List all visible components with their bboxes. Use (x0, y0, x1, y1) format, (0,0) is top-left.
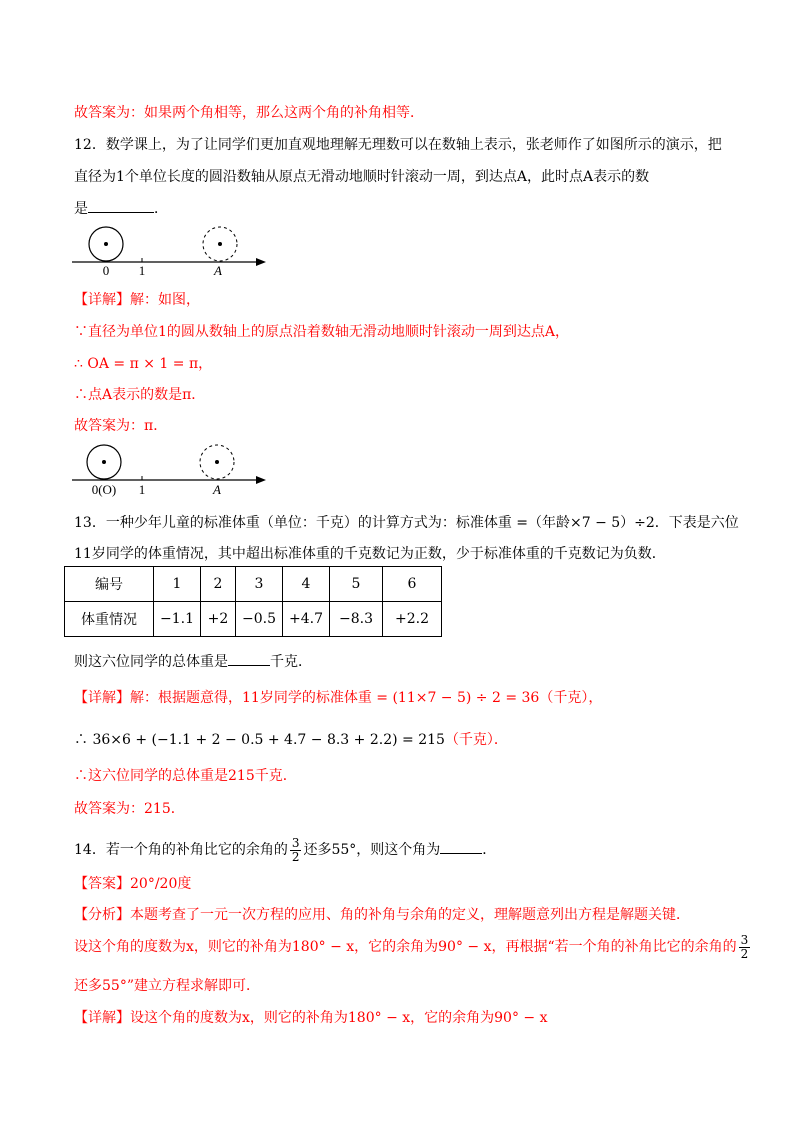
q14-analysis-line3-text: 设这个角的度数为x，则它的补角为180° − x，它的余角为90° − x，再根据“若一个角的补角比它的余角的 (74, 939, 737, 955)
table-cell: +2.2 (383, 602, 442, 637)
q12-stem-line2: 直径为1个单位长度的圆沿数轴从原点无滑动地顺时针滚动一周，到达点A，此时点A表示的数 (74, 169, 650, 185)
table-cell: −0.5 (236, 602, 283, 637)
q13-calc-unit: （千克）． (444, 732, 508, 748)
q13-answer: 故答案为：215． (74, 801, 185, 817)
answer-blank (228, 651, 270, 666)
frac-den: 2 (740, 946, 749, 961)
fraction-three-halves (290, 837, 302, 864)
q14-analysis-line4: 还多55°”建立方程求解即可． (74, 978, 260, 994)
label-one: 1 (138, 482, 146, 497)
start-circle-center-dot (102, 460, 106, 464)
q12-detail-text: 解：如图， (130, 292, 200, 308)
q13-calc: ∴ 36×6 + (−1.1 + 2 − 0.5 + 4.7 − 8.3 + 2.2) = 215 (74, 732, 445, 748)
q13-ask-pre: 则这六位同学的总体重是 (74, 654, 228, 670)
table-cell: 1 (154, 567, 201, 602)
q14-stem (74, 835, 496, 869)
q12-stem-line1: 12．数学课上，为了让同学们更加直观地理解无理数可以在数轴上表示，张老师作了如图所示的演示，把 (74, 137, 722, 153)
frac-num: 3 (740, 932, 749, 947)
q14-stem-pre: 14．若一个角的补角比它的余角的 (74, 842, 288, 858)
label-zero: 0 (102, 263, 110, 278)
table-header-row (65, 567, 442, 602)
q14-analysis (74, 905, 690, 925)
q12-stem-line3 (74, 198, 168, 219)
table-cell: 6 (383, 567, 442, 602)
q14-analysis-label: 【分析】 (74, 907, 130, 923)
q13-ask-post: 千克． (270, 654, 312, 670)
q12-answer: 故答案为：π． (74, 418, 168, 434)
q14-analysis-text: 本题考查了一元一次方程的应用、角的补角与余角的定义，理解题意列出方程是解题关键． (130, 907, 690, 923)
table-cell: −8.3 (330, 602, 383, 637)
q14-detail-label: 【详解】 (74, 1010, 130, 1026)
q12-detail-line3: ∴ OA = π × 1 = π， (74, 356, 213, 372)
q13-detail-line3: ∴这六位同学的总体重是215千克． (74, 768, 297, 784)
weight-table (64, 566, 442, 637)
label-zero-o: 0(O) (91, 482, 117, 497)
axis-arrow-icon (256, 258, 266, 266)
q13-stem-line2: 11岁同学的体重情况，其中超出标准体重的千克数记为正数，少于标准体重的千克数记为负数． (74, 546, 666, 562)
end-circle-center-dot (215, 460, 219, 464)
q13-stem-line1: 13．一种少年儿童的标准体重（单位：千克）的计算方式为：标准体重 =（年龄×7 − 5）÷2．下表是六位 (74, 515, 739, 531)
q14-detail-text: 设这个角的度数为x，则它的补角为180° − x，它的余角为90° − x (130, 1010, 548, 1026)
answer-blank (88, 198, 154, 213)
q13-detail-label: 【详解】 (74, 690, 130, 706)
table-cell: 4 (283, 567, 330, 602)
q11-answer: 故答案为：如果两个角相等，那么这两个角的补角相等． (74, 105, 424, 121)
q13-detail-line2 (74, 730, 508, 750)
q14-detail (74, 1008, 547, 1028)
q13-ask (74, 651, 312, 672)
label-one: 1 (138, 263, 146, 278)
start-circle-center-dot (104, 242, 108, 246)
table-cell: −1.1 (154, 602, 201, 637)
number-line-figure-2 (70, 440, 270, 500)
q12-detail-line2: ∵直径为单位1的圆从数轴上的原点沿着数轴无滑动地顺时针滚动一周到达点A， (74, 324, 570, 340)
frac-num: 3 (291, 835, 300, 850)
q12-detail (74, 290, 200, 310)
table-cell: 3 (236, 567, 283, 602)
q14-analysis-line3 (74, 932, 752, 966)
q14-answer-label: 【答案】 (74, 876, 130, 892)
q14-stem-end: ． (482, 842, 497, 858)
table-cell: 体重情况 (65, 602, 154, 637)
q14-answer-text: 20°/20度 (130, 876, 192, 892)
fraction-three-halves (739, 934, 751, 961)
table-cell: +2 (201, 602, 236, 637)
table-row (65, 602, 442, 637)
q14-stem-post: 还多55°，则这个角为 (303, 842, 441, 858)
table-cell: +4.7 (283, 602, 330, 637)
q13-detail (74, 688, 602, 708)
q12-detail-line4: ∴点A表示的数是π． (74, 387, 206, 403)
end-circle-center-dot (218, 242, 222, 246)
table-cell: 2 (201, 567, 236, 602)
q14-answer (74, 874, 191, 894)
label-a: A (213, 482, 221, 497)
answer-blank (440, 839, 482, 854)
q12-detail-label: 【详解】 (74, 292, 130, 308)
q12-stem-pre: 是 (74, 201, 88, 217)
q13-detail-text: 解：根据题意得，11岁同学的标准体重 = (11×7 − 5) ÷ 2 = 36（千克）， (130, 690, 603, 706)
table-cell: 编号 (65, 567, 154, 602)
label-a: A (214, 263, 222, 278)
frac-den: 2 (291, 849, 300, 864)
q12-stem-post: ． (154, 201, 168, 217)
number-line-figure-1 (70, 222, 270, 278)
table-cell: 5 (330, 567, 383, 602)
axis-arrow-icon (256, 476, 266, 484)
